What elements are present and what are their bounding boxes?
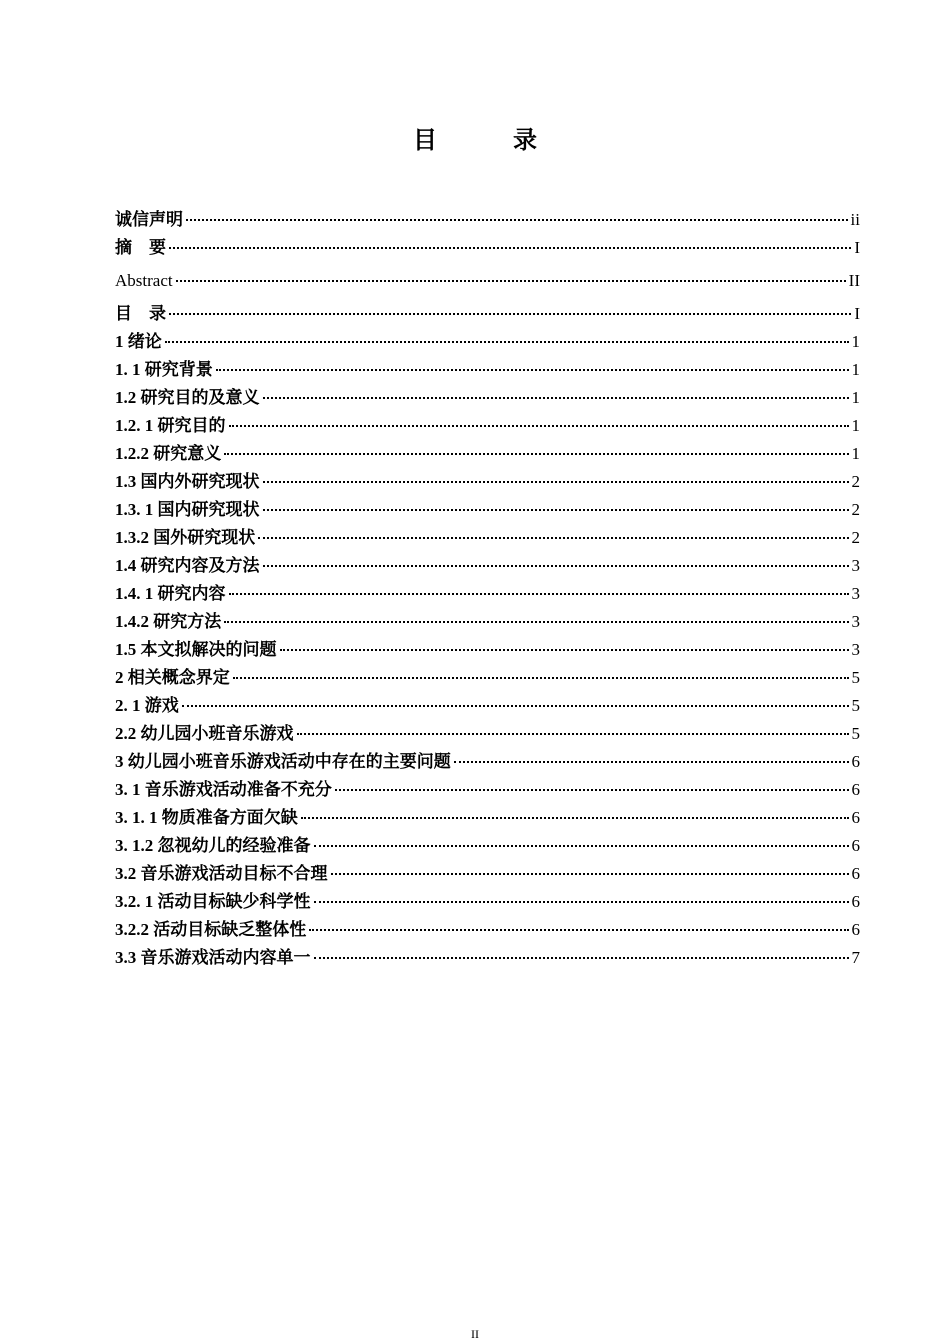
toc-entry[interactable] [115, 580, 860, 608]
toc-entry-page: 6 [851, 808, 860, 827]
dot-leader [331, 873, 849, 875]
toc-entry-page: 3 [851, 584, 860, 603]
toc-entry-label: 1.2. 1 研究目的 [115, 416, 226, 435]
toc-entry-page: 6 [851, 780, 860, 799]
toc-entry[interactable] [115, 664, 860, 692]
dot-leader [176, 280, 846, 282]
toc-entry-label: 1.4. 1 研究内容 [115, 584, 226, 603]
dot-leader [263, 509, 849, 511]
toc-entry-label: 3.2 音乐游戏活动目标不合理 [115, 864, 328, 883]
toc-entry[interactable] [115, 692, 860, 720]
toc-entry[interactable] [115, 412, 860, 440]
toc-entry-label: 3. 1. 1 物质准备方面欠缺 [115, 808, 298, 827]
dot-leader [263, 565, 849, 567]
toc-entry[interactable] [115, 468, 860, 496]
toc-entry[interactable] [115, 234, 860, 262]
toc-entry-label: 3 幼儿园小班音乐游戏活动中存在的主要问题 [115, 752, 451, 771]
toc-entry-page: I [854, 304, 860, 323]
toc-entry[interactable] [115, 300, 860, 328]
toc-entry-label: 1.3 国内外研究现状 [115, 472, 260, 491]
toc-entry-label: Abstract [115, 271, 173, 290]
dot-leader [263, 397, 849, 399]
toc-entry-page: 5 [851, 724, 860, 743]
toc-entry-label: 目 录 [115, 304, 166, 323]
toc-entry-page: 5 [851, 696, 860, 715]
toc-entry[interactable] [115, 748, 860, 776]
toc-entry-label: 2.2 幼儿园小班音乐游戏 [115, 724, 294, 743]
toc-entry[interactable] [115, 608, 860, 636]
toc-entry-page: 2 [851, 472, 860, 491]
toc-entry-page: 1 [851, 360, 860, 379]
toc-entry[interactable] [115, 776, 860, 804]
dot-leader [454, 761, 849, 763]
toc-entry[interactable] [115, 552, 860, 580]
toc-entry-page: 2 [851, 500, 860, 519]
dot-leader [169, 313, 851, 315]
toc-entry-label: 1 绪论 [115, 332, 162, 351]
toc-entry[interactable] [115, 384, 860, 412]
toc-entry[interactable] [115, 916, 860, 944]
dot-leader [229, 425, 849, 427]
toc-entry-page: 6 [851, 752, 860, 771]
toc-entry-label: 3.2.2 活动目标缺乏整体性 [115, 920, 307, 939]
toc-entry-label: 1.3.2 国外研究现状 [115, 528, 256, 547]
page-footer-number: II [471, 1327, 479, 1341]
toc-entry-page: II [848, 271, 860, 290]
toc-entry-page: 7 [851, 948, 860, 967]
toc-entry[interactable] [115, 267, 860, 295]
toc-entry-page: 2 [851, 528, 860, 547]
toc-entry-label: 1.4.2 研究方法 [115, 612, 222, 631]
toc-entry-page: 5 [851, 668, 860, 687]
toc-entry-page: 1 [851, 416, 860, 435]
toc-entry-label: 1.5 本文拟解决的问题 [115, 640, 277, 659]
dot-leader [233, 677, 849, 679]
toc-entry[interactable] [115, 944, 860, 972]
toc-entry[interactable] [115, 496, 860, 524]
toc-entry-page: 6 [851, 892, 860, 911]
toc-entry-label: 摘 要 [115, 238, 166, 257]
dot-leader [165, 341, 849, 343]
toc-entry[interactable] [115, 720, 860, 748]
toc-entry[interactable] [115, 356, 860, 384]
dot-leader [186, 219, 848, 221]
dot-leader [335, 789, 849, 791]
toc-entry-label: 1.3. 1 国内研究现状 [115, 500, 260, 519]
dot-leader [314, 845, 849, 847]
toc-entry-page: 3 [851, 556, 860, 575]
toc-entry-label: 3.3 音乐游戏活动内容单一 [115, 948, 311, 967]
toc-entry-page: 6 [851, 864, 860, 883]
dot-leader [280, 649, 849, 651]
toc-entry-label: 3. 1.2 忽视幼儿的经验准备 [115, 836, 311, 855]
toc-entry[interactable] [115, 440, 860, 468]
toc-entry-label: 2. 1 游戏 [115, 696, 179, 715]
dot-leader [258, 537, 848, 539]
dot-leader [301, 817, 849, 819]
dot-leader [229, 593, 849, 595]
toc-entry[interactable] [115, 206, 860, 234]
dot-leader [297, 733, 849, 735]
dot-leader [263, 481, 849, 483]
toc-entry-page: 3 [851, 612, 860, 631]
dot-leader [224, 453, 848, 455]
dot-leader [169, 247, 851, 249]
toc-entry-page: 3 [851, 640, 860, 659]
toc-entry-label: 1.2.2 研究意义 [115, 444, 222, 463]
toc-entry[interactable] [115, 888, 860, 916]
toc-entry-label: 1.2 研究目的及意义 [115, 388, 260, 407]
dot-leader [216, 369, 849, 371]
dot-leader [224, 621, 848, 623]
toc-entry-page: ii [850, 210, 860, 229]
toc-entry-label: 1.4 研究内容及方法 [115, 556, 260, 575]
toc-entry-page: 1 [851, 444, 860, 463]
toc-entry[interactable] [115, 524, 860, 552]
toc-entry-page: 6 [851, 836, 860, 855]
toc-entry[interactable] [115, 860, 860, 888]
toc-entry-page: 1 [851, 332, 860, 351]
toc-entry-page: I [854, 238, 860, 257]
table-of-contents [115, 206, 860, 972]
toc-entry[interactable] [115, 832, 860, 860]
toc-entry[interactable] [115, 328, 860, 356]
toc-entry-label: 1. 1 研究背景 [115, 360, 213, 379]
dot-leader [314, 901, 849, 903]
toc-entry-label: 3.2. 1 活动目标缺少科学性 [115, 892, 311, 911]
toc-entry-label: 诚信声明 [115, 210, 183, 229]
toc-entry-page: 1 [851, 388, 860, 407]
dot-leader [314, 957, 849, 959]
toc-entry-label: 3. 1 音乐游戏活动准备不充分 [115, 780, 332, 799]
toc-entry[interactable] [115, 636, 860, 664]
dot-leader [182, 705, 849, 707]
dot-leader [309, 929, 848, 931]
page-title: 目 录 [413, 126, 563, 154]
toc-entry[interactable] [115, 804, 860, 832]
toc-entry-label: 2 相关概念界定 [115, 668, 230, 687]
toc-entry-page: 6 [851, 920, 860, 939]
